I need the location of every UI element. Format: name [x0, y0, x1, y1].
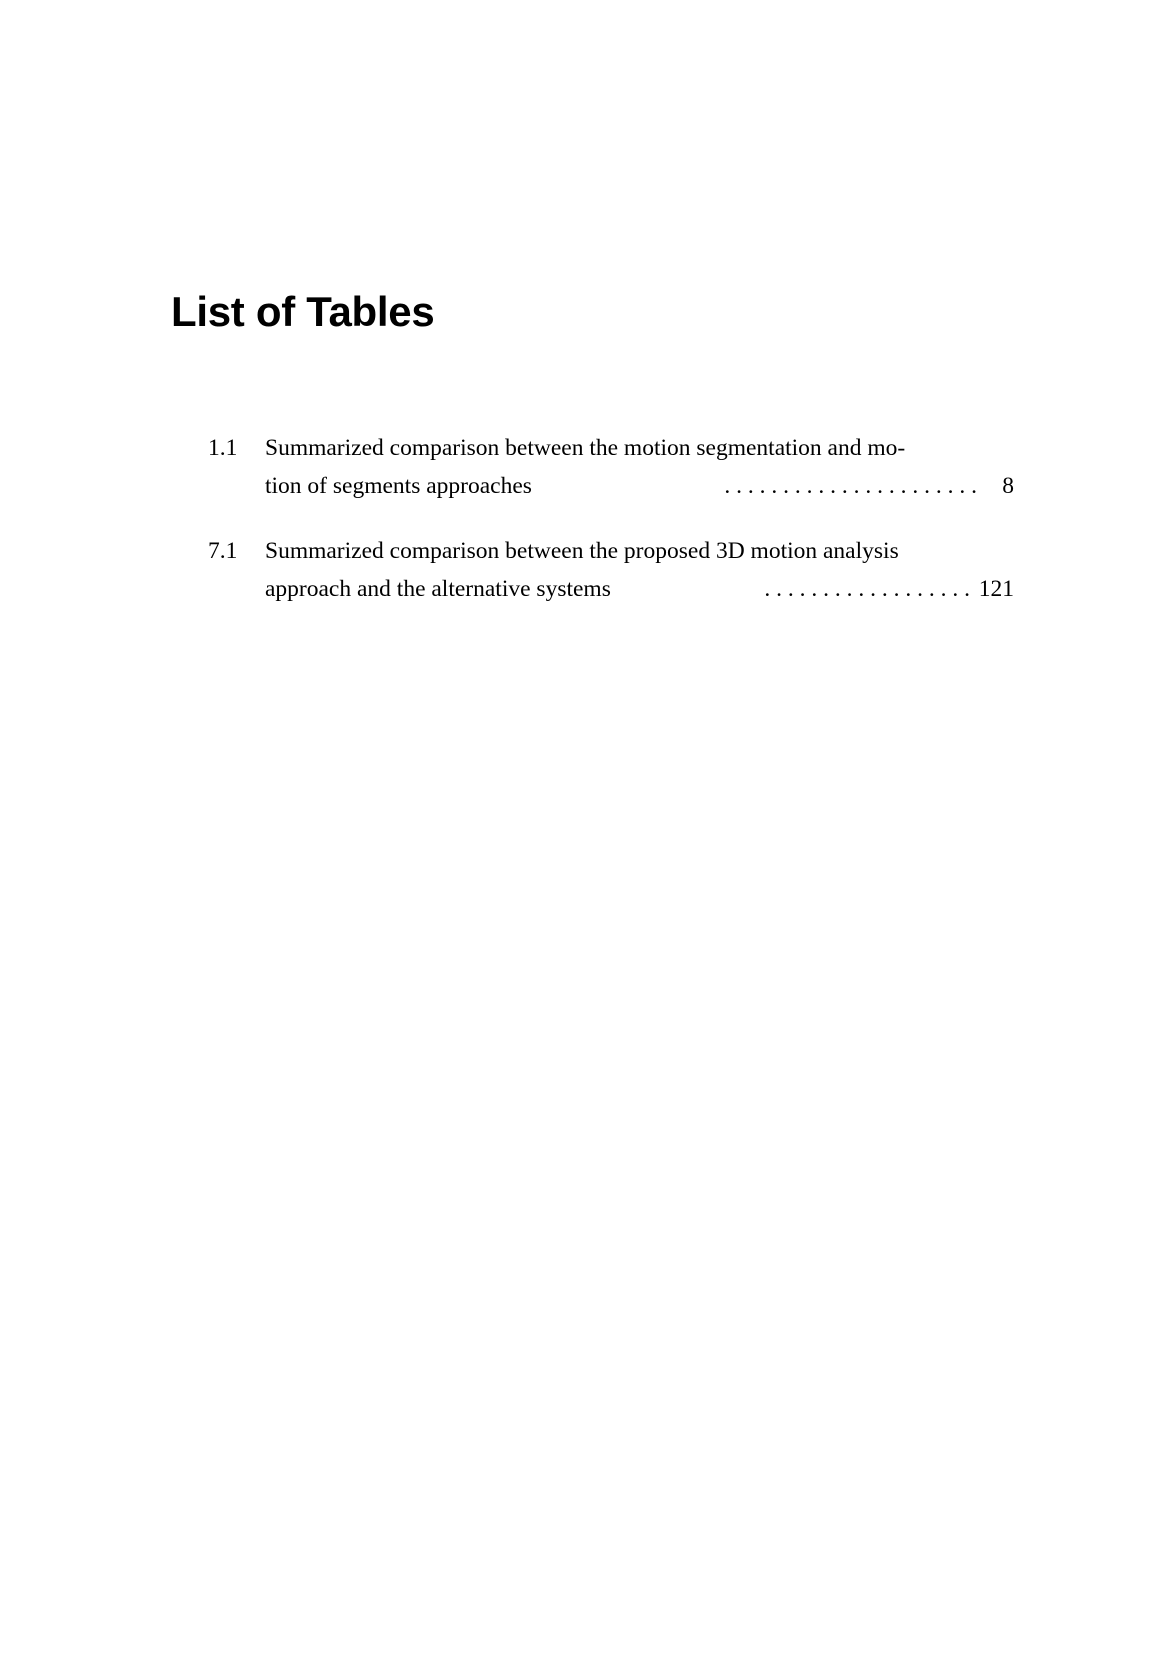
page-title: List of Tables: [171, 288, 435, 335]
table-number: 1.1: [208, 435, 238, 461]
dot-leader: . . . . . . . . . . . . . . . . . . . . . .: [724, 473, 977, 499]
page-number: 8: [1002, 473, 1014, 499]
table-caption-line: Summarized comparison between the proposed 3D motion analysis: [265, 538, 899, 564]
page-number: 121: [978, 576, 1014, 602]
table-number: 7.1: [208, 538, 238, 564]
table-caption-line: approach and the alternative systems: [265, 576, 611, 602]
table-caption-line: tion of segments approaches: [265, 473, 532, 499]
dot-leader: . . . . . . . . . . . . . . . . . .: [764, 576, 970, 602]
table-caption-line: Summarized comparison between the motion segmentation and mo-: [265, 435, 906, 461]
